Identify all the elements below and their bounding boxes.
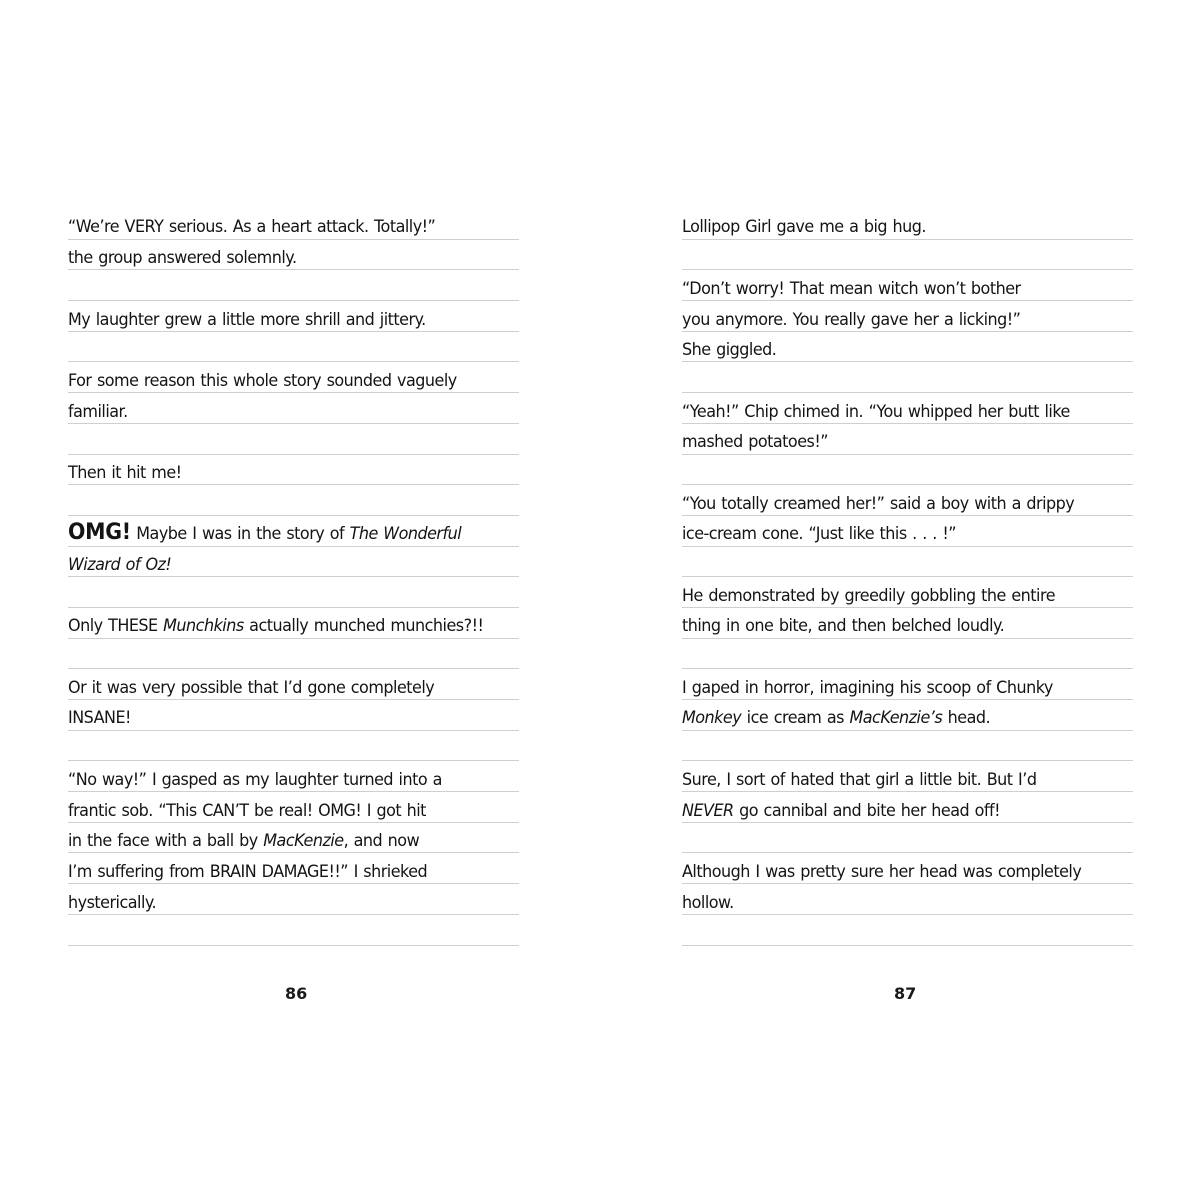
text-segment: The Wonderful <box>349 523 462 544</box>
text-line <box>682 769 1038 790</box>
text-segment: He demonstrated by greedily gobbling the entire <box>682 585 1056 606</box>
text-segment: familiar. <box>68 401 128 422</box>
text-segment: go cannibal and bite her head off! <box>733 800 1001 821</box>
ruled-line <box>68 240 519 271</box>
text-segment: in the face with a ball by <box>68 831 264 852</box>
text-segment: I gaped in horror, imagining his scoop of Chunky <box>682 677 1053 698</box>
text-segment: INSANE! <box>68 708 131 729</box>
ruled-line <box>68 853 519 884</box>
text-line <box>68 250 298 267</box>
ruled-line <box>68 792 519 823</box>
text-segment: “We’re VERY serious. As a heart attack. Totally!” <box>68 217 436 238</box>
text-line <box>68 219 437 236</box>
text-segment: hollow. <box>682 892 734 913</box>
text-segment: Monkey <box>682 708 742 729</box>
text-line <box>68 892 158 913</box>
ruled-line <box>68 270 519 301</box>
ruled-line <box>68 209 519 240</box>
ruled-line <box>68 731 519 762</box>
text-segment: Or it was very possible that I’d gone completely <box>68 677 435 698</box>
text-line <box>682 861 1083 882</box>
ruled-line <box>68 761 519 792</box>
ruled-line <box>68 485 519 516</box>
text-line <box>682 526 958 543</box>
ruled-line <box>682 301 1133 332</box>
text-segment: actually munched munchies?!! <box>243 616 484 637</box>
text-line <box>68 309 428 330</box>
ruled-line <box>68 700 519 731</box>
text-segment: Then it hit me! <box>68 462 182 483</box>
text-segment: head. <box>942 708 991 729</box>
text-line <box>682 278 1022 299</box>
text-line <box>68 677 436 698</box>
text-line <box>68 370 459 391</box>
text-line <box>68 861 429 882</box>
ruled-line <box>68 301 519 332</box>
ruled-line <box>682 792 1133 823</box>
ruled-line <box>682 577 1133 608</box>
text-segment: mashed potatoes!” <box>682 432 829 453</box>
text-line <box>682 493 1076 514</box>
ruled-line <box>682 823 1133 854</box>
text-segment: Only THESE <box>68 616 164 637</box>
text-segment: ice cream as <box>741 708 850 729</box>
ruled-line <box>682 270 1133 301</box>
text-segment: hysterically. <box>68 892 157 913</box>
text-line <box>682 892 736 913</box>
text-line <box>68 833 421 850</box>
ruled-line <box>68 393 519 424</box>
ruled-line <box>68 669 519 700</box>
text-line <box>682 401 1072 422</box>
text-segment: the group answered solemnly. <box>68 248 297 269</box>
ruled-lines <box>682 209 1133 946</box>
ruled-line <box>682 209 1133 240</box>
page-number: 87 <box>894 984 917 1003</box>
text-line <box>68 800 428 821</box>
text-segment: “You totally creamed her!” said a boy with a drippy <box>682 493 1075 514</box>
text-line <box>68 769 444 790</box>
text-line <box>68 710 133 727</box>
text-line <box>682 342 778 359</box>
ruled-line <box>682 639 1133 670</box>
ruled-line <box>68 915 519 946</box>
text-segment: “No way!” I gasped as my laughter turned into a <box>68 769 442 790</box>
ruled-line <box>682 362 1133 393</box>
text-segment: thing in one bite, and then belched loudly. <box>682 616 1005 637</box>
ruled-line <box>682 547 1133 578</box>
text-segment: you anymore. You really gave her a licking!” <box>682 309 1021 330</box>
text-segment: MacKenzie’s <box>849 708 943 729</box>
text-line <box>682 800 1002 821</box>
ruled-line <box>682 853 1133 884</box>
text-segment: Lollipop Girl gave me a big hug. <box>682 217 927 238</box>
ruled-line <box>68 884 519 915</box>
right-page <box>682 0 1133 1200</box>
text-line <box>68 618 485 635</box>
ruled-line <box>68 608 519 639</box>
left-page <box>68 0 519 1200</box>
ruled-line <box>682 700 1133 731</box>
text-segment: For some reason this whole story sounded vaguely <box>68 370 457 391</box>
text-segment: Wizard of Oz! <box>68 555 172 576</box>
ruled-line <box>682 424 1133 455</box>
ruled-line <box>682 516 1133 547</box>
text-segment: She giggled. <box>682 340 777 361</box>
text-line <box>68 557 173 574</box>
ruled-line <box>68 823 519 854</box>
text-line <box>682 585 1057 606</box>
ruled-line <box>682 669 1133 700</box>
ruled-line <box>682 332 1133 363</box>
text-segment: , and now <box>343 831 420 852</box>
text-segment: “Don’t worry! That mean witch won’t bother <box>682 278 1021 299</box>
ruled-line <box>68 639 519 670</box>
ruled-line <box>682 761 1133 792</box>
text-line <box>68 462 183 483</box>
text-segment: Munchkins <box>163 616 244 637</box>
text-segment: NEVER <box>682 800 734 821</box>
text-segment: Although I was pretty sure her head was completely <box>682 861 1082 882</box>
ruled-line <box>682 393 1133 424</box>
text-segment: MacKenzie <box>263 831 344 852</box>
text-segment: Sure, I sort of hated that girl a little bit. But I’d <box>682 769 1037 790</box>
text-line <box>682 710 992 727</box>
ruled-line <box>682 884 1133 915</box>
text-line <box>682 309 1022 330</box>
ruled-line <box>682 485 1133 516</box>
ruled-line <box>68 424 519 455</box>
text-segment: I’m suffering from BRAIN DAMAGE!!” I shrieked <box>68 861 428 882</box>
text-line <box>682 618 1006 635</box>
ruled-line <box>68 455 519 486</box>
ruled-line <box>68 547 519 578</box>
text-line <box>682 434 830 451</box>
ruled-line <box>682 240 1133 271</box>
text-segment: ice-cream cone. “Just like this . . . !” <box>682 524 957 545</box>
ruled-line <box>68 332 519 363</box>
text-line <box>68 519 463 545</box>
text-segment: “Yeah!” Chip chimed in. “You whipped her butt like <box>682 401 1070 422</box>
ruled-line <box>682 455 1133 486</box>
ruled-line <box>682 731 1133 762</box>
text-line <box>68 401 130 422</box>
text-segment: My laughter grew a little more shrill and jittery. <box>68 309 426 330</box>
text-line <box>682 219 928 236</box>
text-segment: Maybe I was in the story of <box>130 523 350 544</box>
ruled-line <box>682 915 1133 946</box>
page-number: 86 <box>285 984 308 1003</box>
text-line <box>682 677 1055 698</box>
text-segment: OMG! <box>68 519 131 545</box>
ruled-line <box>682 608 1133 639</box>
text-segment: frantic sob. “This CAN’T be real! OMG! I got hit <box>68 800 426 821</box>
ruled-lines <box>68 209 519 946</box>
ruled-line <box>68 577 519 608</box>
ruled-line <box>68 362 519 393</box>
ruled-line <box>68 516 519 547</box>
